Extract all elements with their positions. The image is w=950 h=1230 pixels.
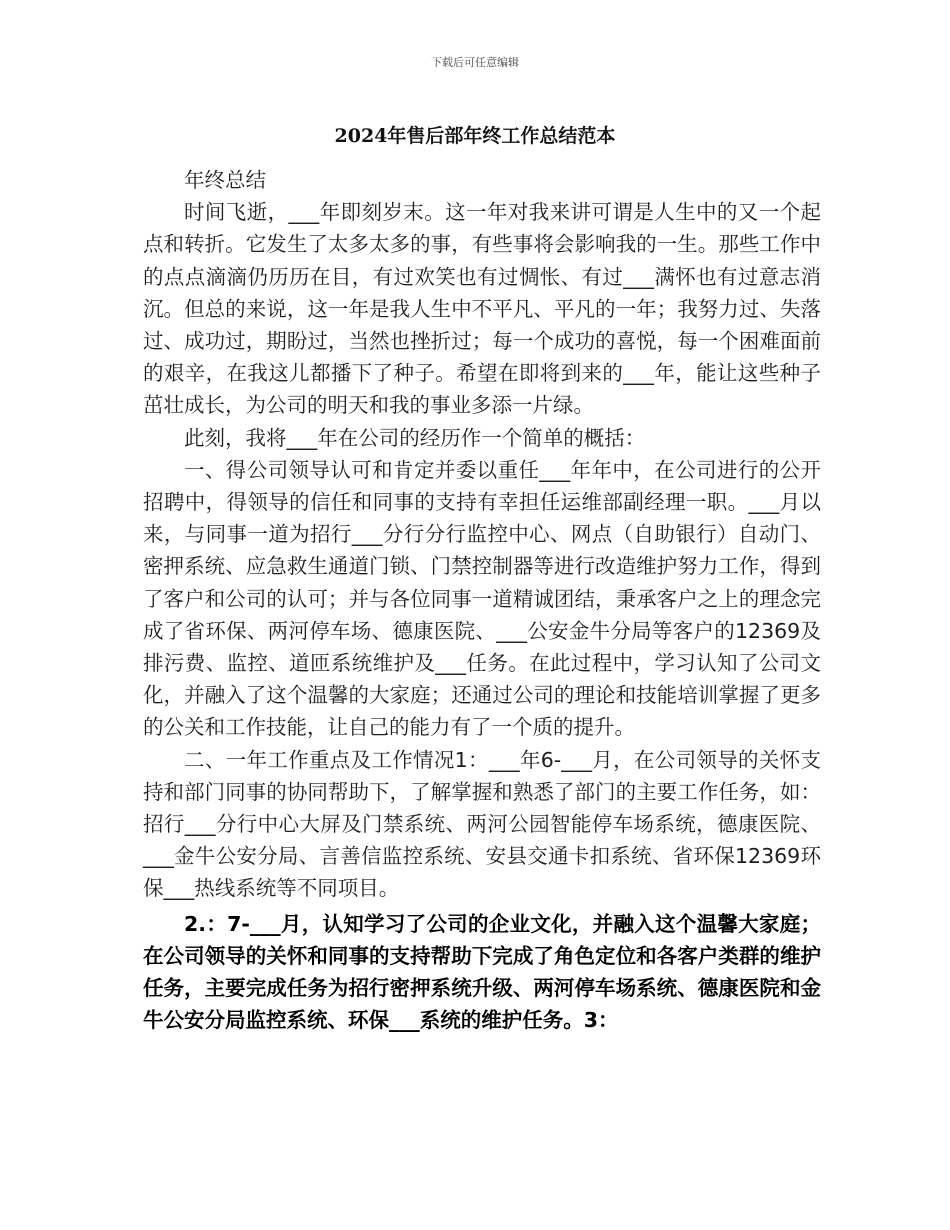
paragraph-overview: 此刻，我将___年在公司的经历作一个简单的概括：	[184, 425, 646, 450]
paragraph-section-1: 一、得公司领导认可和肯定并委以重任___年年中，在公司进行的公开招聘中，得领导的信任和同事的支持有幸担任运维部副经理一职。___月以来，与同事一道为招行___分行分行监控中心、网点（自助银行）自动门、密押系统、应急救生通道门锁、门禁控制器等进行改造维护努力工作，得到了客户和公司的认可；并与各位同事一道精诚团结，秉承客户之上的理念完成了省环保、两河停车场、德康医院、___公安金牛分局等客户的12369及排污费、监控、道匝系统维护及___任务。在此过程中，学习认知了公司文化，并融入了这个温馨的大家庭；还通过公司的理论和技能培训掌握了更多的公关和工作技能，让自己的能力有了一个质的提升。	[143, 457, 821, 740]
page-header-note: 下载后可任意编辑	[431, 56, 519, 69]
document-title: 2024年售后部年终工作总结范本	[334, 125, 616, 147]
paragraph-section-2: 二、一年工作重点及工作情况1：___年6-___月，在公司领导的关怀支持和部门同事的协同帮助下，了解掌握和熟悉了部门的主要工作任务，如：招行___分行中心大屏及门禁系统、两河公园智能停车场系统，德康医院、___金牛公安分局、言善信监控系统、安县交通卡扣系统、省环保12369环保___热线系统等不同项目。	[143, 747, 821, 901]
paragraph-heading: 年终总结	[184, 168, 266, 192]
paragraph-intro: 时间飞逝，___年即刻岁末。这一年对我来讲可谓是人生中的又一个起点和转折。它发生了太多太多的事，有些事将会影响我的一生。那些工作中的点点滴滴仍历历在目，有过欢笑也有过惆怅、有过___满怀也有过意志消沉。但总的来说，这一年是我人生中不平凡、平凡的一年；我努力过、失落过、成功过，期盼过，当然也挫折过；每一个成功的喜悦，每一个困难面前的艰辛，在我这儿都播下了种子。希望在即将到来的___年，能让这些种子茁壮成长，为公司的明天和我的事业多添一片绿。	[143, 200, 821, 418]
paragraph-section-2-item-2: 2.：7-___月，认知学习了公司的企业文化，并融入这个温馨大家庭；在公司领导的关怀和同事的支持帮助下完成了角色定位和各客户类群的维护任务，主要完成任务为招行密押系统升级、两河停车场系统、德康医院和金牛公安分局监控系统、环保___系统的维护任务。3：	[143, 911, 821, 1033]
document-body	[143, 164, 821, 1036]
